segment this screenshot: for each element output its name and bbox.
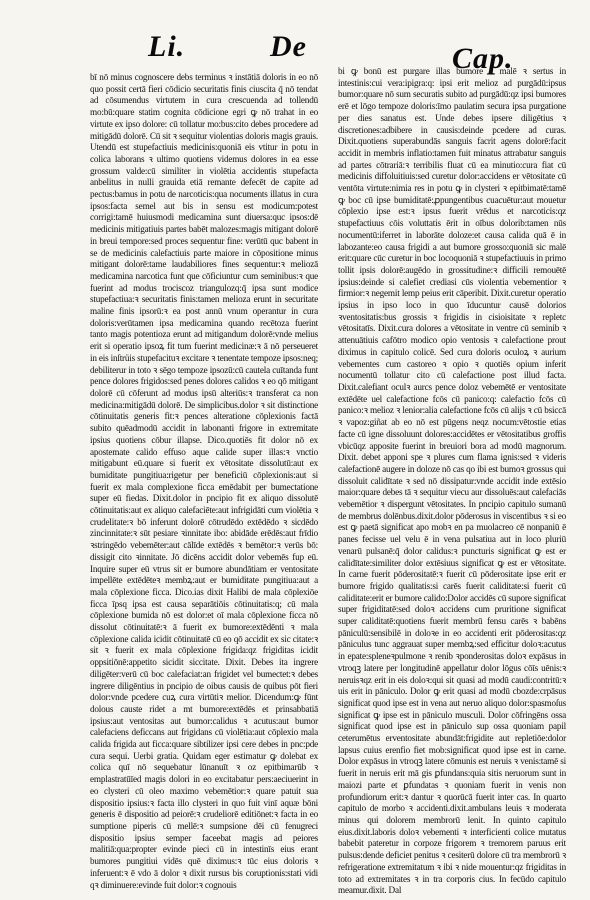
left-text-column (90, 72, 318, 890)
left-column-text: bī nō minus cognoscere debs terminus ꝛ instātiā doloris in eo nō quo possit certā fieri cōdicio securitatis finis ciuscita q̄ nō tendat ad cōsumendus virtutem in cura crescuenda ad tollendū mo:bū:quare statim cognita cōdicione egri ꝙ nō trahat in eo virtute ex ipso dolore: cū tollatur mo:bus:cito debes procedere ad mitigādū dolorē. Cū sit ꝛ sequitur violentias doloris magis grauis. Utendū est stupefactiuis medicinis:quoniā eis vtitur in potu in colica laborans ꝛ ultimo quotiens videmus dolores in ea esse grossum valde:cū similiter in violētia accidentis stupefacta anbelitus in nulli grauida etiā remante defecēt de capite ad pectus:bamus in potu de narcoticis:qua nocuments illatus in cura ipsos:facta semel aut bis in sensu est modicum:potest corrigi:tamē huiusmodi medicamina sunt diuersa:quc ipsos:dē medicinis mitigatiuis partes babēt malozes:magis mitigant dolorē in breui tempore:sed proces sequentur fine: verūtū quc babent in se de medicinis calefactiuis parte maiore in cōpositione minus mitigant dolorē:tame laudabiliores fines sequentur:ꝛ meliozā medicamina narcotica funt que cōficiuntur cum seminibus:ꝛ que fuerint ad modus trociscoz triangulozq:q̄ ipsa sunt modice stupefactiua:ꝛ securitatis finis:tamen melioza erunt in securitate maline finis ipsorū:ꝛ ea post annū vnum operantur in cura doloris:verūtamen ipsa medicamina quando recētoza fuerint tanto magis potentioza erunt ad mitigandum dolorē:vnde melius erit si operatio ipsoꝝ fit tum fuerint medicinæ:ꝛ ā nō perseueret in eis inſtrüis stupefacituꝛ excitare ꝛ tenentate tempoze ipsos:neq; debiliterur in toto ꝛ sēgo tempoze ipsozū:cū cautela cuītanda funt pence dolores frigidos:sed penes dolores calidos ꝛ eo qō mitigant dolorē cū cōferunt ad modus ipsū alteriūs:ꝛ transferat ca non medicina:mitigādū dolorē. De simplicibus.dolor ꝛ sit distinctione cōtinuitatis generis fit:ꝛ pences alteratione cōplexionis factā subito quēadmodū accidit in labonanti frigore in extremitate ipsius quotiens cōbur illapse. Dico.quotiēs fit dolor nō ex apostemate calido effuso aque calide super illas:ꝛ vnctio mitigabunt eū.quare si fuerit ex vētositate dissolutū:aut ex bumiditate pungitiua:rigetur per beneficiū cōplexionis:aut si fuerit ex mala complexione ficca emēdabit per bumectatione super eū fiedas. Dixit.dolor in pncipio fit ex aliquo dissolutē cōtinuitatis:aut ex aliquo calefaciēte:aut infrigidāti cum violētia ꝛ crudelitate:ꝛ bō inferunt dolorē cōtrudēdo extēdēdo ꝛ sicdēdo zincinnitate:ꝛ sūt pesiare ꝛinnitate ibo: abidāde erēdēs:aut frīdio ꝛstringēdo vebemēter:aut cālīde extēdēs ꝛ bemētor:ꝛ verūs bō: dissigit cito ꝛinnitate. Jō dicēns accidit dolor vebemēs fup eū. Inquire super eū vtrus sit er bumore abundātiam er ventositate impellēte extēdēteꝛ membꝝ:aut er bumiditate pungitiua:aut a mala cōplexione ficca. Dico.ias dixit Halibi de mala cōplexiōe ficca īpsq ipsa est causa separātiōis cōtinuitatis:q; cū mala cōplexione bumida nō est dolor:et oī mala cōplexione ficca nō dissolut cōtinuitatē:ꝛ ā fuerit ex bumore:extēdēnti ꝛ mala cōplexione calida icidit cōtinuitatē cū eo qō accidit ex sic citate:ꝛ sit ꝛ fuerit ex mala cōplexione frigida:qz frigiditas icidit oppsitiōnē:appetito sicidit siccitate. Dixit. Debes ita ingrere diligēter:verū cū boc calefaciat:an frigidet vel bumectet:ꝛ debes ingrere diligēntius in pncipio de oibus causis de quibus pōt fieri dolor:vnde pcedere cuꝝ cura virtūtiꝛ melior. Dicendum:ꝙ fūnt dolous causte ridet a mt bumore:extēdēs et prinsabbatiā ipsius:aut ventositas aut bumor:calidus ꝛ acutus:aut bumor calefaciens deficcans aut frigidans cū violētia:aut cōplexio mala calida frigida aut ficca:quare sibtilizer ipsi cere debes in pnc:pde cura sequi. Uerbi gratia. Quidam eger estimatur ꝙ dolebat ex colica quī nō sequebatur lūnanuīt ꝛ oz epitbimarūb ꝛ emplastratūīed magis dolori in eo excitabatur pers:aeciuerint in eo clysteri cū oleo maximo vebemētior:ꝛ quare patuit sua dispositio ipsius:ꝛ facta illo clysteri in quo fuit vinī aquæ bōni generis ē dispositio ad peiorē:ꝛ crudeliorē editiōnet:ꝛ facta in eo sumptione piperis cū mellē:ꝛ sumpsione dēi cū fenugreci dispositio ipsius semper faceebat magis ad peiores malitiā:qua:propter evinde pieci cū in intestinīs eius erant bumores pungitiui vidēs quē diximus:ꝛ tūc eius doloris ꝛ inferuent:ꝛ ē vdo ā dolor ꝛ dixit rursus bis coruptionis:stati vidi qꝛ diminuere:evinde fuit dolor:ꝛ cognouis (90, 72, 318, 890)
right-column-text: bi ꝙ bonū est purgare illas bumore ꝛ malē ꝛ sertus in intestinis:cui vera:ipigra:q: ipsi erit melioz ad purgādū:ipsus bumor:quare nō sum securatis subito ad purgādū:qz ipsi bumores erē et lōgo tempoze doloris:īmo paulatim secura ipsa purgatione per dies sanatus est. Unde debes ipsere diligētius ꝛ discretiones:adbibere in causis:deinde pcedere ad curas. Dixit.quotiens superabundās sanguis facrit agens dolorē:facit accidit in membris inflatio:tamen fuit minatus attrabatur sanguis ad partes cōtrariā:ꝛ terribilis fluat cū ea minutio:cura fiat cū medicinis diffoluitiuis:sed curetur dolor:accidens er vētositate cū ventōta virtute:nimia res in potu ꝙ in clysteri ꝛ epitbimatē:tamē ꝙ boc cū ipse bumiditatē:ꝓpungentibus cuacuētur:aut mouetur cōplexio ipse est:ꝛ ipsus fuerit vrēdus et narcoticis:qz stupefactiuus cōis voluttatis ērit in oībus dolorib:tamen nūs nocumentū:iferret in laborāte doloze:et causa calida quā ē in labozante:eo causa frigidi a aut bumore grosso:quoniā sic malē erit:quare cūc curetur in boc locoquoniā ꝛ stupefactiuuis in primo tollit ipsis dolorē:augēdo in grossitudine:ꝛ difficili remouētē ipsius:deinde si calefiet crediasi cūs violentia vebementior ꝛ firmior:ꝛ negemit lemp peius erit cāperibit. Dixit.curetur operatio ipsius in ipso loco in quo īducuntur causē dolorios ꝛventositatis:bus grossis ꝛ frigidis in cisioisitate ꝛ repletc vētositatīs. Dixit.cura dolores a vētositate in ventre cū seminib ꝛ attenuātiuis cafōtro modico opio ventosis ꝛ calefactione prout diximus in capitulo colicē. Sed cura doloris oculoꝝ ꝛ aurium vebementes cum castoreo ꝛ opio ꝛ quotiēs opium inferit nocumentū tollatur cito cū calefactione post illud facta. Dixit.calefiant oculꝛ aurcs pence doloz vebemētē er ventositate extēdēte uel calefactione fcōs cū panico:q: calefactio fcōs cū panico:ꝛ melioz ꝛ lenior:alia calefactione fcōs cū alijs ꝛ cū bsiccā ꝛ vapoz:giñat ab eo nō est pūgens neqz nocum:vētostie etias facte cū igne dissoluunt dolores:accidētes er vētositatibus groffis vbicūqz apposite fuerint in breuiori bora ad modū magnorum. Dixit. debet apponi spe ꝛ plures cum flama ignis:sed ꝛ videris calefactionē augere in doloze nō cas qo ibi est bumoꝛ grossus qui dissoluit calidītate ꝛ sed nō dissipatur:vnde accidit inde extēsio maior:quare debes tā ꝛ sequitur viecu aur dissoluēs:aut calefaciās vebemētior ꝛ dispergunt vētositates. In pncipio capitulo sumanū de membrus dolēnbus.dixit.dolor pōderosus in viscentibus ꝛ si eo est ꝙ paetā significat apo mobꝛ en pa muolacreo cē nonpaniū ē panes fecisse uel velu ē in vena pulsatiua aut in loco pluriū venarū pulsanē:q̄ dolor calidus:ꝛ puncturis significat ꝙ est er calidītate:similiter dolor extēsiuus significat ꝙ est er vētositate. In carne fuerit pōderositatē:ꝛ fuerit cū pōderositate ipse erit er bumore frigido qualitatis:si carēs fuerit caliditate:si fuerit cū caliditate:erit er bumore calido:Dolor accidēs cū supore significat super frigiditatē:sed doloꝛ accidens cum pruritione significat super caliditatē:quotiens fuerit membrū fensu carēs ꝛ babēns pāniculū:sensibilē in doloꝛe in eo accidenti erit pōderositas:qz pāniculus tunc aggrauat super membꝝ:sed efficitur doloꝛ:acutus in epate:spleneꝛpulmone ꝛ renib ꝛponderositas doloꝛ expāsus in vtroqꝫ latere per longitudinē appellatur dolor lōgus cōīs uēnis:ꝛ neruisꝛqz erit in eis doloꝛ:qui sit quasi ad modū caudi:contritū:ꝛ uis erit in pāniculo. Dolor ꝙ erit quasi ad modū cbozde:crpāsus significat quod ipse est in vena aut neruo aliquo dolor:spasmoſus significat ꝙ ipse est in pāniculo musculi. Dolor cōfringēns ossa significat quod ipse est in pāniculo sup ossa quoniam papil ceterumētus erventositate abundāt:frigidite aut repletiōe:dolor lapsus cuius erenfio fiet mob:significat quod ipse est in carne. Dolor expāsus in vtroqꝫ latere cōmunis est neruis ꝛ venis:tamē si fuerit in neruis erit mā gis ꝑfundans:quia sitis neruorum sunt in maiozi parte et ꝑfundatas ꝛ quoniam fuerit in venis non profundiorum erit:ꝛ dantur ꝛ quorūcā fuerit inter cas. In quarto capitulo de morbo ꝛ accidenti.dixit.ambulans leuis ꝛ moderata minus qui dolorem membrorū lenit. In quinto capitulo eius.dixit.laboris doloꝛ vebementi ꝛ interficienti colice mutatus babebit pateretur in corpoze frigorem ꝛ tremorem paruus erit pulsus:dende deficiet penitus ꝛ cesiterū dolore cū tra membrorū ꝛ refrigeratione extremitatum ꝛ ibi ꝛ nide mouentur:qz frigiditas in toto ad extremitates ꝛ in tra corporis cius. In fecūdo capitulo meamur.dixit. Dal (338, 66, 566, 896)
right-text-column (338, 66, 566, 896)
header-book-number: Li. (148, 30, 186, 63)
header-chapter: Cap. (452, 42, 514, 75)
header-de: De (270, 30, 307, 63)
